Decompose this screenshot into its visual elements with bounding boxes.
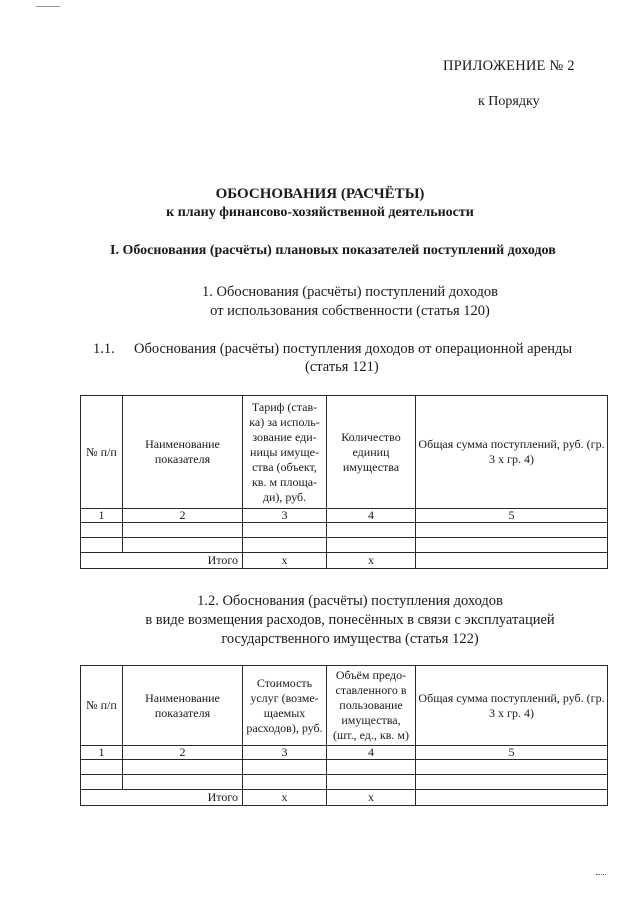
table-row <box>81 760 608 775</box>
header-cell: Наименование показателя <box>123 396 243 509</box>
column-number: 2 <box>123 746 243 760</box>
subsection-1-2-line3: государственного имущества (статья 122) <box>221 631 479 647</box>
document-subtitle: к плану финансово-хозяйственной деятельности <box>166 205 474 220</box>
total-row <box>81 790 608 806</box>
column-number: 5 <box>416 746 608 760</box>
header-cell: Тариф (став-ка) за исполь-зование еди-ницы имуще-ства (объект, кв. м площа-ди), руб. <box>243 396 327 509</box>
column-number: 3 <box>243 746 327 760</box>
column-number-row <box>81 509 608 523</box>
header-cell: Количество единиц имущества <box>327 396 416 509</box>
header-cell: Стоимость услуг (возме-щаемых расходов), руб. <box>243 666 327 746</box>
total-label: Итого <box>81 553 243 569</box>
table-row <box>81 523 608 538</box>
total-x-cell: х <box>243 553 327 569</box>
header-cell: Объём предо-ставленного в пользование имущества, (шт., ед., кв. м) <box>327 666 416 746</box>
subsection-1-1-heading <box>93 341 572 358</box>
header-cell: № п/п <box>81 666 123 746</box>
table-header-row <box>81 396 608 509</box>
subsection-1-line1: 1. Обоснования (расчёты) поступлений доходов <box>201 284 499 300</box>
column-number: 4 <box>327 509 416 523</box>
total-sum-cell <box>416 553 608 569</box>
subsection-1-1-line2: (статья 121) <box>305 359 379 375</box>
document-title: ОБОСНОВАНИЯ (РАСЧЁТЫ) <box>215 186 425 202</box>
subsection-1-1-number: 1.1. <box>93 341 115 357</box>
scan-mark <box>596 874 606 875</box>
column-number-row <box>81 746 608 760</box>
header-cell: № п/п <box>81 396 123 509</box>
table-expense-reimbursement <box>80 665 608 806</box>
column-number: 2 <box>123 509 243 523</box>
header-cell: Общая сумма поступлений, руб. (гр. 3 х гр. 4) <box>416 396 608 509</box>
table-header-row <box>81 666 608 746</box>
section-1-heading: I. Обоснования (расчёты) плановых показателей поступлений доходов <box>110 243 556 258</box>
table-row <box>81 538 608 553</box>
subsection-1-2-line2: в виде возмещения расходов, понесённых в связи с эксплуатацией <box>145 612 555 628</box>
table-operating-lease <box>80 395 608 569</box>
total-x-cell: х <box>327 790 416 806</box>
column-number: 1 <box>81 746 123 760</box>
total-x-cell: х <box>327 553 416 569</box>
subsection-1-1-line1: Обоснования (расчёты) поступления доходов от операционной аренды <box>134 341 573 357</box>
total-row <box>81 553 608 569</box>
column-number: 3 <box>243 509 327 523</box>
subsection-1-line2: от использования собственности (статья 120) <box>210 303 490 319</box>
column-number: 4 <box>327 746 416 760</box>
subsection-1-2-line1: 1.2. Обоснования (расчёты) поступления доходов <box>197 593 503 609</box>
header-cell: Наименование показателя <box>123 666 243 746</box>
appendix-label: ПРИЛОЖЕНИЕ № 2 <box>443 58 575 74</box>
total-x-cell: х <box>243 790 327 806</box>
to-order-label: к Порядку <box>478 94 540 109</box>
total-sum-cell <box>416 790 608 806</box>
table-row <box>81 775 608 790</box>
column-number: 1 <box>81 509 123 523</box>
header-cell: Общая сумма поступлений, руб. (гр. 3 х гр. 4) <box>416 666 608 746</box>
column-number: 5 <box>416 509 608 523</box>
scan-mark <box>36 6 60 7</box>
total-label: Итого <box>81 790 243 806</box>
